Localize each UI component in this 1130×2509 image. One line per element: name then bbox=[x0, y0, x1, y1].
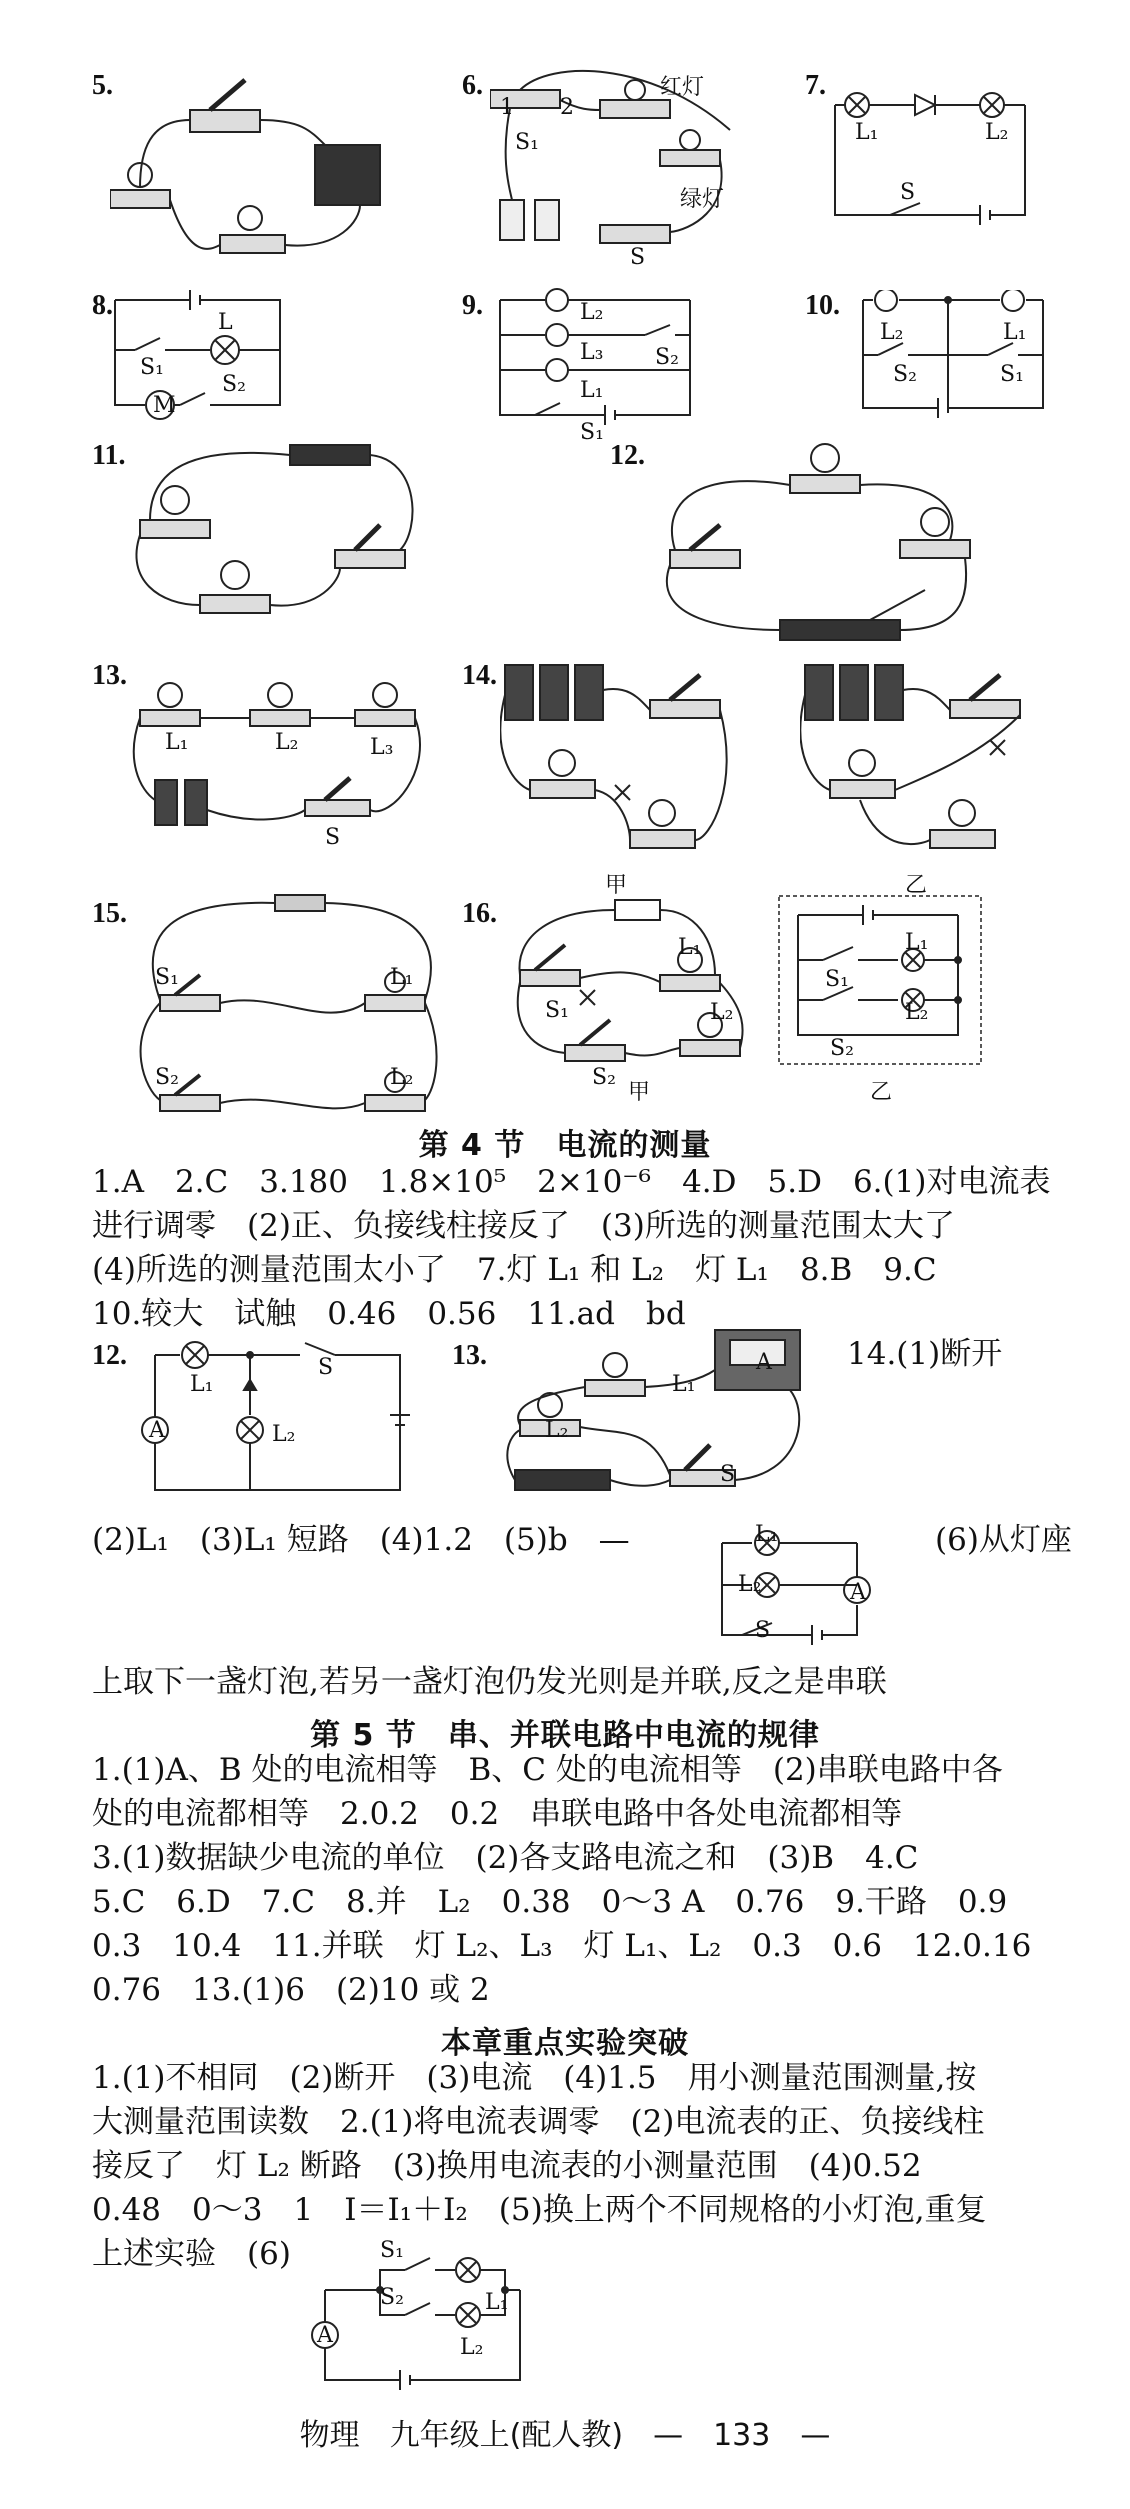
s4-q14-ammeter-label: A bbox=[850, 1580, 866, 1605]
q13-circuit-figure bbox=[130, 660, 430, 860]
q16-b-l2-label: L₂ bbox=[905, 1000, 929, 1025]
q13-number: 13. bbox=[92, 660, 127, 691]
q15-s1-label: S₁ bbox=[155, 965, 179, 990]
s4-q12-circuit-diagram bbox=[140, 1335, 410, 1505]
q15-number: 15. bbox=[92, 898, 127, 929]
q13-l2-label: L₂ bbox=[275, 730, 299, 755]
s4-q12-s-label: S bbox=[318, 1355, 334, 1380]
q9-l2-label: L₂ bbox=[580, 300, 604, 325]
q8-number: 8. bbox=[92, 290, 113, 321]
q10-circuit-diagram bbox=[858, 290, 1048, 420]
section6-title: 本章重点实验突破 bbox=[441, 2026, 689, 2061]
q13-l1-label: L₁ bbox=[165, 730, 189, 755]
q15-s2-label: S₂ bbox=[155, 1065, 179, 1090]
q6-red-lamp-label: 红灯 bbox=[660, 75, 705, 100]
q10-s2-label: S₂ bbox=[893, 362, 917, 387]
section4-line-3: (4)所选的测量范围太小了 7.灯 L₁ 和 L₂ 灯 L₁ 8.B 9.C bbox=[92, 1252, 937, 1288]
q14-circuit-figure-b bbox=[800, 655, 1030, 865]
q8-s2-label: S₂ bbox=[222, 372, 246, 397]
q16-number: 16. bbox=[462, 898, 497, 929]
q16-l2-label: L₂ bbox=[710, 1000, 734, 1025]
q10-s1-label: S₁ bbox=[1000, 362, 1024, 387]
q14-number: 14. bbox=[462, 660, 497, 691]
s4-q12-l2-label: L₂ bbox=[272, 1422, 296, 1447]
s4-q13-ammeter-label: A bbox=[756, 1350, 772, 1375]
section4-title: 第 4 节 电流的测量 bbox=[418, 1128, 712, 1163]
s4-q13-s-label: S bbox=[720, 1462, 736, 1487]
q5-circuit-figure bbox=[110, 60, 430, 270]
q13-s-label: S bbox=[325, 825, 341, 850]
q7-circuit-diagram bbox=[830, 75, 1030, 225]
q8-s1-label: S₁ bbox=[140, 355, 164, 380]
q10-l2-label: L₂ bbox=[880, 320, 904, 345]
q14-caption-a: 甲 bbox=[605, 873, 628, 898]
section5-line-5: 0.3 10.4 11.并联 灯 L₂、L₃ 灯 L₁、L₂ 0.3 0.6 12.0.16 bbox=[92, 1928, 1032, 1964]
section6-line-5: 上述实验 (6) bbox=[92, 2236, 291, 2272]
q7-s-label: S bbox=[900, 180, 916, 205]
q6-number: 6. bbox=[462, 70, 483, 101]
s6-s1-label: S₁ bbox=[380, 2238, 404, 2263]
s4-q14-l2-label: L₂ bbox=[738, 1572, 762, 1597]
section6-line-2: 大测量范围读数 2.(1)将电流表调零 (2)电流表的正、负接线柱 bbox=[92, 2104, 985, 2140]
q6-s1-label: S₁ bbox=[515, 130, 539, 155]
q6-terminal-2-label: 2 bbox=[560, 95, 574, 120]
page-footer: 物理 九年级上(配人教) — 133 — bbox=[299, 2418, 831, 2453]
q15-l2-label: L₂ bbox=[390, 1065, 414, 1090]
s4-q12-number: 12. bbox=[92, 1340, 127, 1371]
q14-caption-b: 乙 bbox=[905, 873, 928, 898]
s6-ammeter-label: A bbox=[317, 2323, 333, 2348]
q10-l1-label: L₁ bbox=[1003, 320, 1027, 345]
section5-title: 第 5 节 串、并联电路中电流的规律 bbox=[310, 1718, 820, 1753]
s6-circuit-diagram bbox=[305, 2240, 535, 2390]
section4-line-2: 进行调零 (2)正、负接线柱接反了 (3)所选的测量范围太大了 bbox=[92, 1208, 955, 1244]
section4-line-4: 10.较大 试触 0.46 0.56 11.ad bd bbox=[92, 1296, 686, 1332]
section5-line-3: 3.(1)数据缺少电流的单位 (2)各支路电流之和 (3)B 4.C bbox=[92, 1840, 919, 1876]
q16-caption-b: 乙 bbox=[870, 1080, 893, 1105]
q9-l1-label: L₁ bbox=[580, 378, 604, 403]
s4-q13-l1-label: L₁ bbox=[672, 1372, 696, 1397]
q6-green-lamp-label: 绿灯 bbox=[680, 187, 725, 212]
s4-q13-l2-label: L₂ bbox=[545, 1418, 569, 1443]
s4-q14-answers: (2)L₁ (3)L₁ 短路 (4)1.2 (5)b — bbox=[92, 1522, 630, 1558]
q16-b-s2-label: S₂ bbox=[830, 1036, 854, 1061]
q12-number: 12. bbox=[610, 440, 645, 471]
q16-caption-a: 甲 bbox=[628, 1080, 651, 1105]
q16-s1-label: S₁ bbox=[545, 998, 569, 1023]
section6-line-4: 0.48 0～3 1 I＝I₁＋I₂ (5)换上两个不同规格的小灯泡,重复 bbox=[92, 2192, 987, 2228]
section6-line-1: 1.(1)不相同 (2)断开 (3)电流 (4)1.5 用小测量范围测量,按 bbox=[92, 2060, 977, 2096]
s6-l2-label: L₂ bbox=[460, 2335, 484, 2360]
q10-number: 10. bbox=[805, 290, 840, 321]
s4-q14-continuation: 上取下一盏灯泡,若另一盏灯泡仍发光则是并联,反之是串联 bbox=[92, 1664, 887, 1700]
s4-q14-l1-label: L₁ bbox=[755, 1522, 779, 1547]
section6-line-3: 接反了 灯 L₂ 断路 (3)换用电流表的小测量范围 (4)0.52 bbox=[92, 2148, 922, 2184]
section5-line-1: 1.(1)A、B 处的电流相等 B、C 处的电流相等 (2)串联电路中各 bbox=[92, 1752, 1003, 1788]
q9-number: 9. bbox=[462, 290, 483, 321]
q7-number: 7. bbox=[805, 70, 826, 101]
q16-b-s1-label: S₁ bbox=[825, 967, 849, 992]
section5-line-2: 处的电流都相等 2.0.2 0.2 串联电路中各处电流都相等 bbox=[92, 1796, 903, 1832]
s4-q14-end: (6)从灯座 bbox=[935, 1522, 1072, 1558]
q16-l1-label: L₁ bbox=[678, 935, 702, 960]
s4-q13-number: 13. bbox=[452, 1340, 487, 1371]
q11-circuit-figure bbox=[130, 440, 430, 630]
q16-s2-label: S₂ bbox=[592, 1065, 616, 1090]
q14-circuit-figure-a bbox=[500, 655, 730, 865]
q8-l-label: L bbox=[218, 310, 233, 335]
s6-l1-label: L₁ bbox=[485, 2290, 509, 2315]
s4-q14-start: 14.(1)断开 bbox=[847, 1336, 1003, 1372]
section5-line-6: 0.76 13.(1)6 (2)10 或 2 bbox=[92, 1972, 490, 2008]
q6-terminal-1-label: 1 bbox=[500, 95, 514, 120]
q8-motor-label: M bbox=[153, 393, 176, 418]
q16-circuit-figure-a bbox=[505, 890, 745, 1090]
q13-l3-label: L₃ bbox=[370, 735, 394, 760]
s4-q12-l1-label: L₁ bbox=[190, 1372, 214, 1397]
q8-circuit-diagram bbox=[110, 290, 290, 420]
q9-s1-label: S₁ bbox=[580, 420, 604, 445]
q16-circuit-diagram-b bbox=[778, 895, 982, 1065]
q7-l2-label: L₂ bbox=[985, 120, 1009, 145]
q16-b-l1-label: L₁ bbox=[905, 930, 929, 955]
s6-s2-label: S₂ bbox=[380, 2285, 404, 2310]
q15-l1-label: L₁ bbox=[390, 965, 414, 990]
q7-l1-label: L₁ bbox=[855, 120, 879, 145]
q6-s-label: S bbox=[630, 245, 646, 270]
s4-q12-ammeter-label: A bbox=[149, 1418, 165, 1443]
section5-line-4: 5.C 6.D 7.C 8.并 L₂ 0.38 0～3 A 0.76 9.干路 0.9 bbox=[92, 1884, 1008, 1920]
section4-line-1: 1.A 2.C 3.180 1.8×10⁵ 2×10⁻⁶ 4.D 5.D 6.(1)对电流表 bbox=[92, 1164, 1051, 1200]
q11-number: 11. bbox=[92, 440, 126, 471]
q9-s2-label: S₂ bbox=[655, 345, 679, 370]
q5-number: 5. bbox=[92, 70, 113, 101]
s4-q14-s-label: S bbox=[755, 1618, 771, 1643]
q12-circuit-figure bbox=[650, 430, 980, 650]
q9-l3-label: L₃ bbox=[580, 340, 604, 365]
